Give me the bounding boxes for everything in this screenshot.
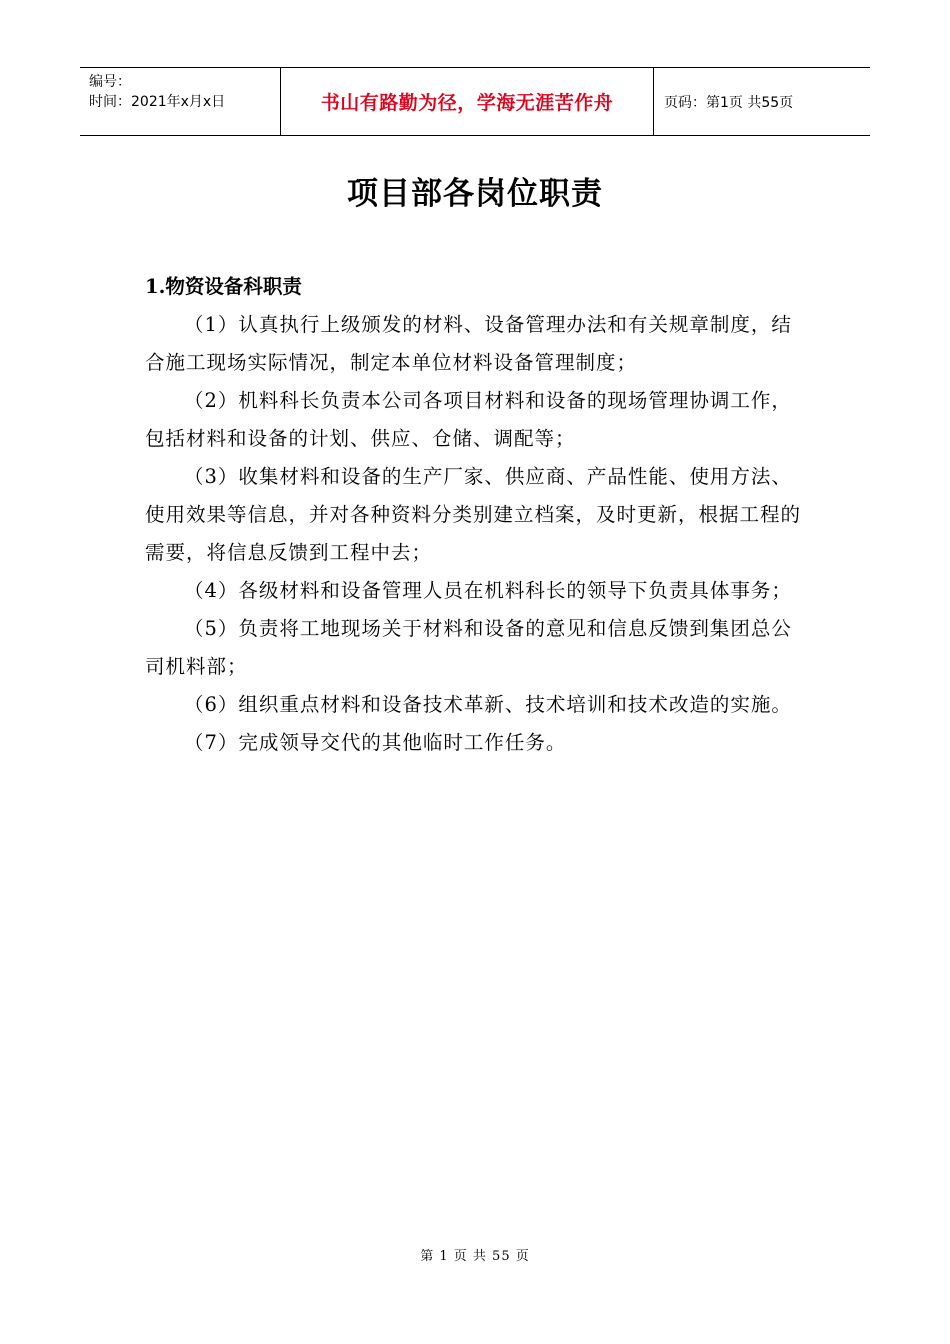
header-motto: 书山有路勤为径，学海无涯苦作舟 xyxy=(281,68,654,135)
document-header xyxy=(80,67,870,136)
header-page-info: 页码：第1页 共55页 xyxy=(664,94,794,111)
paragraph: （7）完成领导交代的其他临时工作任务。 xyxy=(184,731,567,754)
paragraph: （4）各级材料和设备管理人员在机料科长的领导下负责具体事务； xyxy=(184,579,792,602)
number-label: 编号： xyxy=(89,74,131,90)
paragraph: （5）负责将工地现场关于材料和设备的意见和信息反馈到集团总公司机料部； xyxy=(145,617,792,678)
document-title: 项目部各岗位职责 xyxy=(347,176,603,212)
page-footer: 第 1 页 共 55 页 xyxy=(420,1249,530,1264)
document-body xyxy=(145,268,810,762)
section-heading: 1.物资设备科职责 xyxy=(145,275,302,298)
paragraph: （2）机料科长负责本公司各项目材料和设备的现场管理协调工作，包括材料和设备的计划、供应、仓储、调配等； xyxy=(145,389,792,450)
paragraph: （1）认真执行上级颁发的材料、设备管理办法和有关规章制度，结合施工现场实际情况，制定本单位材料设备管理制度； xyxy=(145,313,792,374)
paragraph: （6）组织重点材料和设备技术革新、技术培训和技术改造的实施。 xyxy=(184,693,792,716)
header-meta-cell xyxy=(80,68,281,135)
paragraph: （3）收集材料和设备的生产厂家、供应商、产品性能、使用方法、使用效果等信息，并对各种资料分类别建立档案，及时更新，根据工程的需要，将信息反馈到工程中去； xyxy=(145,465,802,564)
time-label: 时间：2021年x月x日 xyxy=(89,94,226,110)
